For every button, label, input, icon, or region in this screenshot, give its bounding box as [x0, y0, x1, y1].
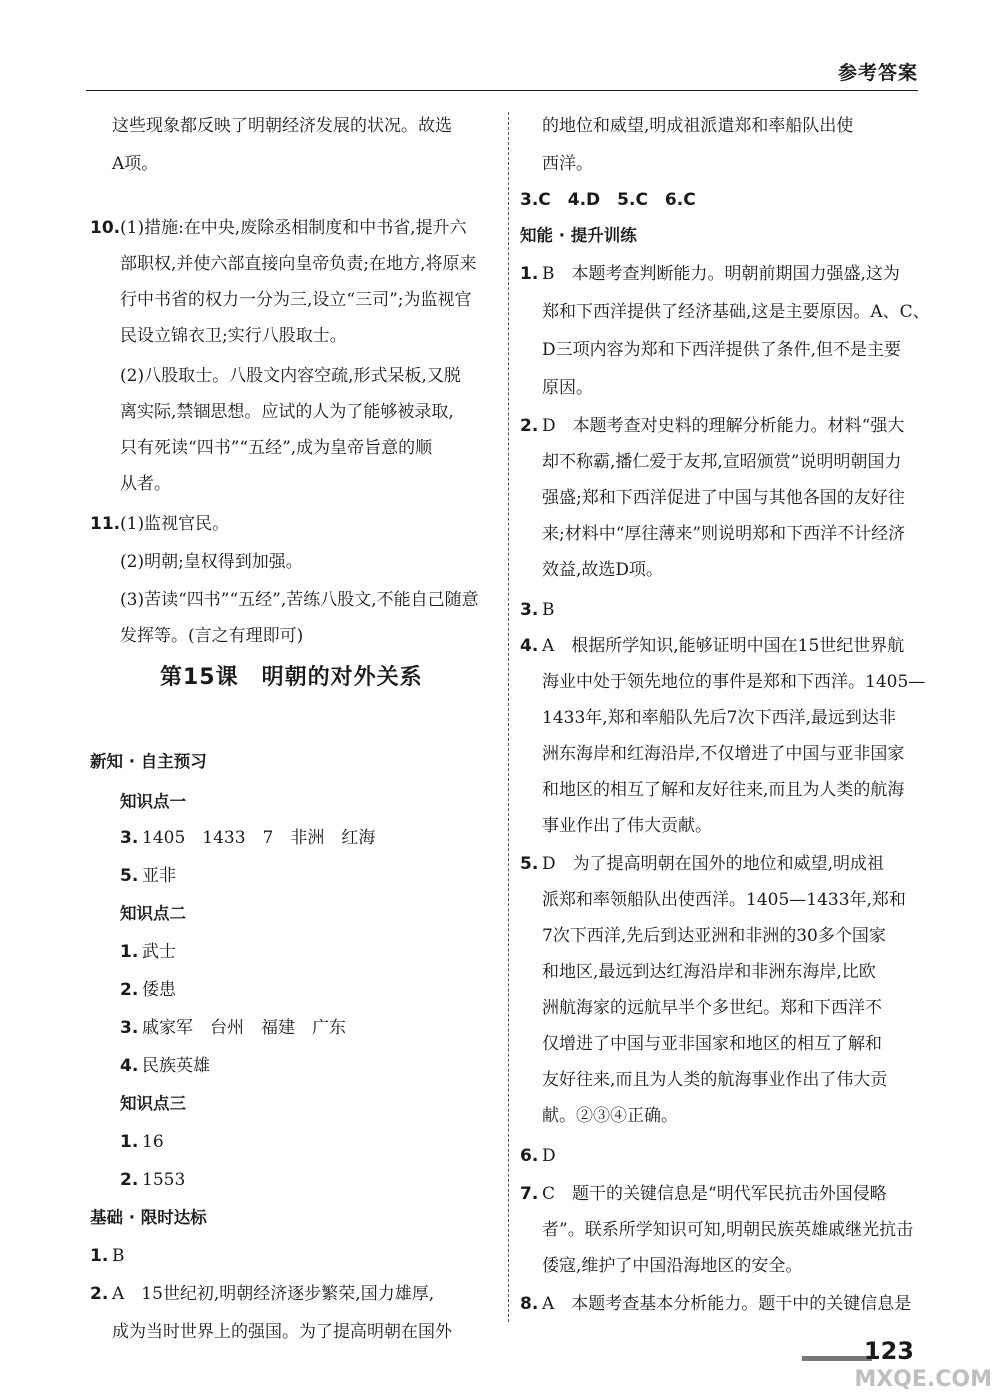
knowledge-point-heading: 知识点二 — [120, 904, 186, 923]
text-line: A项。 — [112, 154, 159, 174]
text-line: 亚非 — [142, 866, 176, 886]
text-line: 发挥等。(言之有理即可) — [120, 626, 304, 646]
section-heading: 新知 · 自主预习 — [90, 752, 207, 771]
text-line: D — [542, 1146, 556, 1166]
item-number: 5. — [120, 866, 139, 886]
item-number: 2. — [90, 1284, 109, 1304]
text-line: 民设立锦衣卫;实行八股取士。 — [120, 326, 347, 346]
text-line: 郑和下西洋提供了经济基础,这是主要原因。A、C、 — [542, 302, 930, 322]
text-line: 行中书省的权力一分为三,设立“三司”;为监视官 — [120, 290, 472, 310]
item-number: 4. — [520, 636, 539, 656]
text-line: 7次下西洋,先后到达亚洲和非洲的30多个国家 — [542, 926, 886, 946]
text-line: (1)监视官民。 — [120, 514, 230, 534]
text-line: 离实际,禁锢思想。应试的人为了能够被录取, — [120, 402, 454, 422]
item-number: 7. — [520, 1184, 539, 1204]
text-line: 海业中处于领先地位的事件是郑和下西洋。1405— — [542, 672, 926, 692]
knowledge-point-heading: 知识点三 — [120, 1094, 186, 1113]
text-line: 成为当时世界上的强国。为了提高明朝在国外 — [112, 1322, 452, 1342]
section-heading: 知能 · 提升训练 — [520, 226, 637, 245]
text-line: 仅增进了中国与亚非国家和地区的相互了解和 — [542, 1034, 882, 1054]
text-line: B — [542, 600, 555, 620]
text-line: 1553 — [142, 1170, 186, 1190]
text-line: 民族英雄 — [142, 1056, 210, 1076]
text-line: D 为了提高明朝在国外的地位和威望,明成祖 — [542, 854, 885, 874]
text-line: D三项内容为郑和下西洋提供了条件,但不是主要 — [542, 340, 902, 360]
text-line: 武士 — [142, 942, 176, 962]
text-line: D 本题考查对史料的理解分析能力。材料“强大 — [542, 416, 905, 436]
item-number: 3. — [120, 828, 139, 848]
answer-line: 3.C 4.D 5.C 6.C — [520, 190, 696, 210]
text-line: (1)措施:在中央,废除丞相制度和中书省,提升六 — [120, 218, 467, 238]
text-line: 戚家军 台州 福建 广东 — [142, 1018, 346, 1038]
text-line: 1405 1433 7 非洲 红海 — [142, 828, 376, 848]
text-line: 却不称霸,播仁爱于友邦,宣昭颁赏”说明明朝国力 — [542, 452, 902, 472]
text-line: 1433年,郑和率船队先后7次下西洋,最远到达非 — [542, 708, 896, 728]
item-number: 1. — [90, 1246, 109, 1266]
item-number: 1. — [120, 1132, 139, 1152]
column-divider — [508, 112, 509, 1322]
text-line: 这些现象都反映了明朝经济发展的状况。故选 — [112, 116, 452, 136]
text-line: 部职权,并使六部直接向皇帝负责;在地方,将原来 — [120, 254, 477, 274]
section-heading: 基础 · 限时达标 — [90, 1208, 207, 1227]
text-line: 16 — [142, 1132, 164, 1152]
text-line: 者”。联系所学知识可知,明朝民族英雄戚继光抗击 — [542, 1220, 914, 1240]
text-line: (2)明朝;皇权得到加强。 — [120, 552, 303, 572]
item-number: 6. — [520, 1146, 539, 1166]
text-line: C 题干的关键信息是“明代军民抗击外国侵略 — [542, 1184, 887, 1204]
item-number: 5. — [520, 854, 539, 874]
text-line: 洲航海家的远航早半个多世纪。郑和下西洋不 — [542, 998, 882, 1018]
text-line: 献。②③④正确。 — [542, 1106, 678, 1126]
item-number: 3. — [520, 600, 539, 620]
text-line: 派郑和率领船队出使西洋。1405—1433年,郑和 — [542, 890, 906, 910]
page-number: 123 — [863, 1337, 914, 1365]
text-line: 原因。 — [542, 378, 593, 398]
question-number: 11. — [90, 514, 121, 534]
text-line: 只有死读“四书”“五经”,成为皇帝旨意的顺 — [120, 438, 433, 458]
item-number: 2. — [520, 416, 539, 436]
item-number: 1. — [120, 942, 139, 962]
watermark: MXQE.COM — [854, 1367, 992, 1392]
text-line: 事业作出了伟大贡献。 — [542, 816, 712, 836]
text-line: A 根据所学知识,能够证明中国在15世纪世界航 — [542, 636, 905, 656]
question-number: 10. — [90, 218, 121, 238]
item-number: 1. — [520, 264, 539, 284]
text-line: A 本题考查基本分析能力。题干中的关键信息是 — [542, 1294, 912, 1314]
header-rule — [86, 90, 918, 91]
item-number: 4. — [120, 1056, 139, 1076]
knowledge-point-heading: 知识点一 — [120, 792, 186, 811]
text-line: 的地位和威望,明成祖派遣郑和率船队出使 — [542, 116, 854, 136]
lesson-title: 第15课 明朝的对外关系 — [160, 665, 423, 690]
item-number: 2. — [120, 1170, 139, 1190]
text-line: A 15世纪初,明朝经济逐步繁荣,国力雄厚, — [112, 1284, 435, 1304]
text-line: 从者。 — [120, 474, 171, 494]
text-line: (2)八股取士。八股文内容空疏,形式呆板,又脱 — [120, 366, 461, 386]
header-title: 参考答案 — [837, 62, 918, 84]
text-line: 倭患 — [142, 980, 176, 1000]
text-line: 友好往来,而且为人类的航海事业作出了伟大贡 — [542, 1070, 888, 1090]
text-line: (3)苦读“四书”“五经”,苦练八股文,不能自己随意 — [120, 590, 479, 610]
text-line: 和地区,最远到达红海沿岸和非洲东海岸,比欧 — [542, 962, 876, 982]
text-line: B — [112, 1246, 125, 1266]
text-line: 和地区的相互了解和友好往来,而且为人类的航海 — [542, 780, 905, 800]
item-number: 3. — [120, 1018, 139, 1038]
text-line: 西洋。 — [542, 154, 593, 174]
text-line: 效益,故选D项。 — [542, 560, 664, 580]
item-number: 8. — [520, 1294, 539, 1314]
text-line: 倭寇,维护了中国沿海地区的安全。 — [542, 1256, 803, 1276]
text-line: 洲东海岸和红海沿岸,不仅增进了中国与亚非国家 — [542, 744, 905, 764]
text-line: 来;材料中“厚往薄来”则说明郑和下西洋不计经济 — [542, 524, 906, 544]
text-line: B 本题考查判断能力。明朝前期国力强盛,这为 — [542, 264, 900, 284]
item-number: 2. — [120, 980, 139, 1000]
text-line: 强盛;郑和下西洋促进了中国与其他各国的友好往 — [542, 488, 905, 508]
footer-decoration — [802, 1356, 872, 1361]
